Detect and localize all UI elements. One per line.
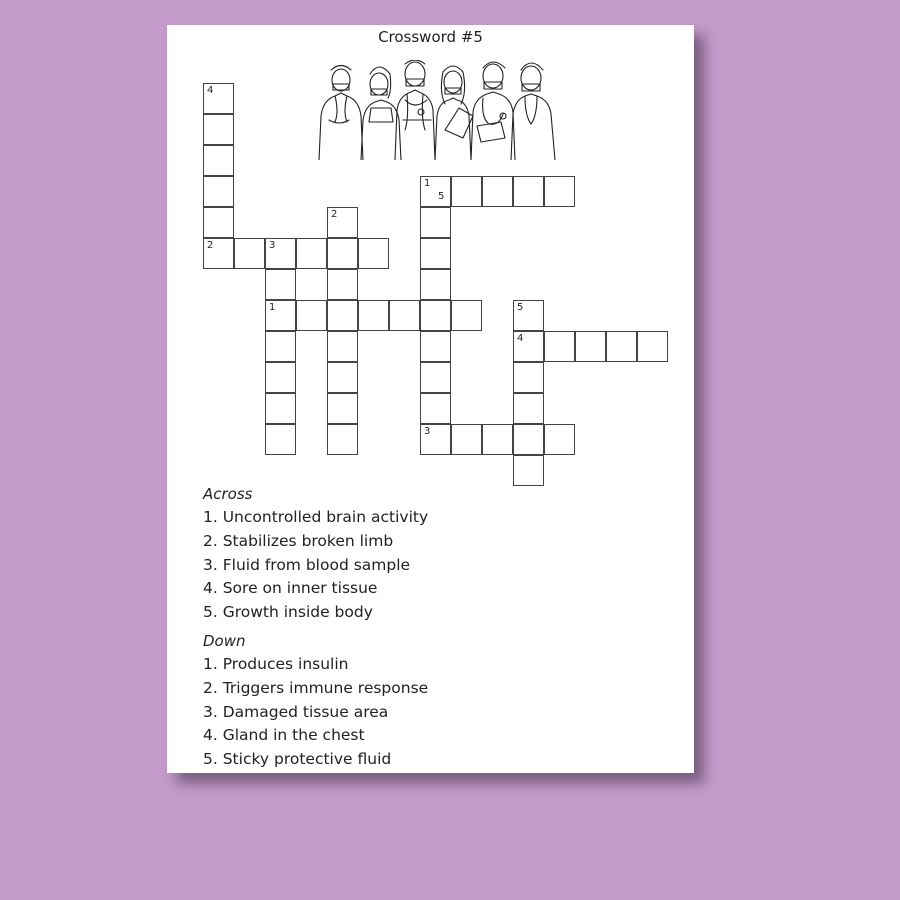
down-clue: 4. Gland in the chest	[203, 726, 365, 745]
grid-cell[interactable]	[420, 207, 451, 238]
grid-cell[interactable]	[544, 424, 575, 455]
grid-cell[interactable]	[420, 393, 451, 424]
grid-clue-number: 1	[269, 302, 276, 313]
grid-cell[interactable]	[513, 176, 544, 207]
grid-cell[interactable]	[637, 331, 668, 362]
grid-clue-number: 2	[207, 240, 214, 251]
grid-cell[interactable]	[606, 331, 637, 362]
grid-cell[interactable]	[265, 393, 296, 424]
crossword-grid	[167, 25, 694, 485]
grid-cell[interactable]	[203, 207, 234, 238]
grid-clue-number: 3	[424, 426, 431, 437]
down-clue: 1. Produces insulin	[203, 654, 349, 673]
across-clue: 2. Stabilizes broken limb	[203, 531, 394, 550]
grid-cell[interactable]	[420, 331, 451, 362]
grid-cell[interactable]	[265, 331, 296, 362]
grid-clue-number: 5	[517, 302, 524, 313]
grid-cell[interactable]	[327, 238, 358, 269]
grid-clue-number: 4	[207, 85, 214, 96]
grid-cell[interactable]	[513, 362, 544, 393]
down-clue: 3. Damaged tissue area	[203, 702, 389, 721]
grid-cell[interactable]	[482, 424, 513, 455]
grid-cell[interactable]	[203, 176, 234, 207]
grid-cell[interactable]	[420, 300, 451, 331]
across-heading: Across	[203, 485, 253, 503]
puzzle-sheet	[167, 25, 694, 773]
grid-cell[interactable]	[420, 238, 451, 269]
across-clue: 4. Sore on inner tissue	[203, 579, 378, 598]
grid-cell[interactable]	[575, 331, 606, 362]
grid-cell[interactable]	[265, 362, 296, 393]
across-clue: 5. Growth inside body	[203, 603, 373, 622]
grid-cell[interactable]	[203, 145, 234, 176]
grid-cell[interactable]	[327, 362, 358, 393]
grid-clue-number: 2	[331, 209, 338, 220]
down-heading: Down	[203, 631, 246, 650]
across-clue: 1. Uncontrolled brain activity	[203, 508, 429, 526]
grid-cell[interactable]	[482, 176, 513, 207]
grid-cell[interactable]	[296, 238, 327, 269]
grid-cell[interactable]	[358, 238, 389, 269]
puzzle-title: Crossword #5	[378, 28, 483, 46]
grid-cell[interactable]	[451, 424, 482, 455]
grid-cell[interactable]	[327, 424, 358, 455]
grid-cell[interactable]	[327, 269, 358, 300]
down-clue: 5. Sticky protective fluid	[203, 750, 392, 769]
grid-cell[interactable]	[327, 331, 358, 362]
grid-cell[interactable]	[420, 362, 451, 393]
grid-cell[interactable]	[296, 300, 327, 331]
grid-cell[interactable]	[420, 269, 451, 300]
grid-cell[interactable]	[451, 300, 482, 331]
grid-cell[interactable]	[203, 114, 234, 145]
grid-cell[interactable]	[544, 331, 575, 362]
grid-clue-number: 3	[269, 240, 276, 251]
grid-cell[interactable]	[513, 424, 544, 455]
grid-cell[interactable]	[327, 393, 358, 424]
grid-clue-number: 1	[424, 178, 431, 189]
grid-cell[interactable]	[234, 238, 265, 269]
grid-cell[interactable]	[389, 300, 420, 331]
grid-cell[interactable]	[265, 424, 296, 455]
grid-clue-number: 5	[438, 191, 445, 202]
grid-cell[interactable]	[327, 300, 358, 331]
grid-cell[interactable]	[513, 393, 544, 424]
grid-cell[interactable]	[544, 176, 575, 207]
grid-cell[interactable]	[451, 176, 482, 207]
clues-section	[203, 482, 663, 772]
grid-cell[interactable]	[358, 300, 389, 331]
across-clue: 3. Fluid from blood sample	[203, 555, 411, 574]
grid-clue-number: 4	[517, 333, 524, 344]
grid-cell[interactable]	[265, 269, 296, 300]
down-clue: 2. Triggers immune response	[203, 678, 429, 697]
